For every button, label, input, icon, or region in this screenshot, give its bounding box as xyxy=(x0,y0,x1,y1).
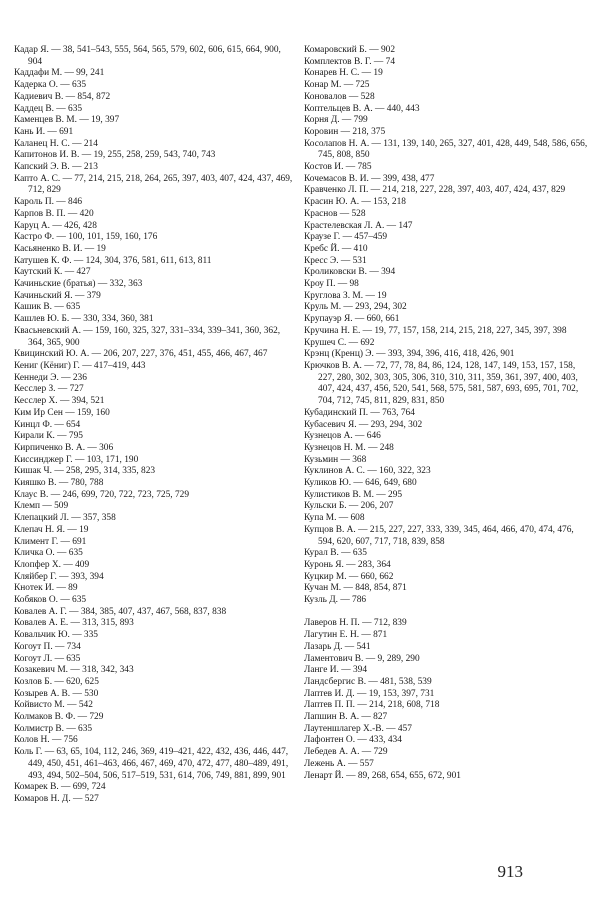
index-entry: Лаптев И. Д. — 19, 153, 397, 731 xyxy=(304,688,435,699)
index-entry: Качиньский Я. — 379 xyxy=(14,290,101,301)
index-entry: Кочемасов В. И. — 399, 438, 477 xyxy=(304,173,435,184)
index-entry: Койвисто М. — 542 xyxy=(14,700,93,711)
index-entry: Кубадинский П. — 763, 764 xyxy=(304,407,415,418)
index-entry: Комаров Н. Д. — 527 xyxy=(14,794,99,804)
index-entry: Клепацкий Л. — 357, 358 xyxy=(14,513,116,524)
index-entry: Краснов — 528 xyxy=(304,208,366,219)
index-entry: Кравченко Л. П. — 214, 218, 227, 228, 397, 403, 407, 424, 437, 829 xyxy=(304,185,566,196)
index-entry: Квицинский Ю. А. — 206, 207, 227, 376, 451, 455, 466, 467, 467 xyxy=(14,349,268,360)
index-entry: Каддафи М. — 99, 241 xyxy=(14,68,105,79)
index-entry: Косолапов Н. А. — 131, 139, 140, 265, 327, 401, 428, 449, 548, 586, 656, 745, 808, 850 xyxy=(304,138,588,161)
index-entry: Кишак Ч. — 258, 295, 314, 335, 823 xyxy=(14,466,156,477)
index-entry: Куронь Я. — 283, 364 xyxy=(304,559,391,570)
index-entry: Лазарь Д. — 541 xyxy=(304,641,371,652)
index-entry: Карпов В. П. — 420 xyxy=(14,208,94,219)
index-entry: Капто А. С. — 77, 214, 215, 218, 264, 265, 397, 403, 407, 424, 437, 469, 712, 829 xyxy=(14,173,293,196)
index-entry: Когоут Л. — 635 xyxy=(14,653,81,664)
index-entry: Кесслер Х. — 394, 521 xyxy=(14,396,105,407)
index-entry: Конарев Н. С. — 19 xyxy=(304,68,383,79)
index-entry: Кинцл Ф. — 654 xyxy=(14,419,81,430)
index-entry: Клопфер Х. — 409 xyxy=(14,559,90,570)
index-entry: Кулистиков В. М. — 295 xyxy=(304,489,403,500)
index-entry: Лафонтен О. — 433, 434 xyxy=(304,735,402,746)
index-entry: Крючков В. А. — 72, 77, 78, 84, 86, 124, 128, 147, 149, 153, 157, 158, 227, 280, 302, 303, 305, 306, 310, 310, 311, 359, 361, 397, 400, 403, 407, 424, 437, 456, 520, 541, 568, 575, 581, 587, 693, 695, 701, 702, 704, 712, 745, 811, 829, 831, 850 xyxy=(304,360,579,407)
index-entry: Ленарт Й. — 89, 268, 654, 655, 672, 901 xyxy=(304,770,461,781)
index-entry: Ланге И. — 394 xyxy=(304,665,368,676)
index-entry: Киссинджер Г. — 103, 171, 190 xyxy=(14,454,139,465)
index-entry: Капский Э. В. — 213 xyxy=(14,162,98,173)
index-entry: Кесслер З. — 727 xyxy=(14,384,84,395)
index-entry: Кароль П. — 846 xyxy=(14,197,83,208)
index-entry: Касьяненко В. И. — 19 xyxy=(14,243,106,254)
index-entry: Кадерка О. — 635 xyxy=(14,80,87,91)
index-entry: Круль М. — 293, 294, 302 xyxy=(304,302,407,313)
index-entry: Каменцев В. М. — 19, 397 xyxy=(14,115,120,126)
index-entry: Коль Г. — 63, 65, 104, 112, 246, 369, 419–421, 422, 432, 436, 446, 447, 449, 450, 451, 461–463, 466, 467, 469, 470, 472, 477, 480–489, 491, 493, 494, 502–504, 506, 517–519, 531, 614, 706, 749, 881, 899, 901 xyxy=(14,747,289,781)
index-entry: Кучан М. — 848, 854, 871 xyxy=(304,583,407,594)
index-entry: Кастро Ф. — 100, 101, 159, 160, 176 xyxy=(14,232,158,243)
index-entry: Крэнц (Кренц) Э. — 393, 394, 396, 416, 418, 426, 901 xyxy=(304,349,515,360)
index-entry: Куликов Ю. — 646, 649, 680 xyxy=(304,478,417,489)
index-entry: Крастелевская Л. А. — 147 xyxy=(304,220,413,231)
index-entry: Кресс Э. — 531 xyxy=(304,255,367,266)
index-entry: Лаутеншлагер Х.-В. — 457 xyxy=(304,723,412,734)
index-entry: Ламентович В. — 9, 289, 290 xyxy=(304,653,420,664)
index-entry: Купцов В. А. — 215, 227, 227, 333, 339, 345, 464, 466, 470, 474, 476, 594, 620, 607, 717, 718, 839, 858 xyxy=(304,524,574,547)
index-entry: Лагутин Е. Н. — 871 xyxy=(304,630,388,641)
index-entry: Лежень А. — 557 xyxy=(304,758,374,769)
index-entry: Коптельцев В. А. — 440, 443 xyxy=(304,103,420,114)
index-entry: Кузль Д. — 786 xyxy=(304,595,367,606)
index-entry: Кашик В. — 635 xyxy=(14,302,81,313)
index-entry: Конар М. — 725 xyxy=(304,80,370,91)
index-entry: Коновалов — 528 xyxy=(304,91,375,102)
index-entry: Коровин — 218, 375 xyxy=(304,126,386,137)
page-number: 913 xyxy=(497,862,523,881)
index-entry: Комаровский Б. — 902 xyxy=(304,45,396,55)
index-entry: Лаптев П. П. — 214, 218, 608, 718 xyxy=(304,700,440,711)
index-entry: Кань И. — 691 xyxy=(14,126,74,137)
index-entry: Козырев А. В. — 530 xyxy=(14,688,99,699)
index-entry: Кобяков О. — 635 xyxy=(14,595,87,606)
index-entry: Красин Ю. А. — 153, 218 xyxy=(304,197,406,208)
index-column-right xyxy=(304,45,588,782)
index-entry: Кличка О. — 635 xyxy=(14,548,83,559)
index-entry: Клепач Н. Я. — 19 xyxy=(14,524,89,535)
index-entry: Кузьмин — 368 xyxy=(304,454,367,465)
index-entry: Кашлев Ю. Б. — 330, 334, 360, 381 xyxy=(14,314,154,325)
index-entry: Ковалев А. Е. — 313, 315, 893 xyxy=(14,618,134,629)
index-entry: Лапшин В. А. — 827 xyxy=(304,712,388,723)
index-entry: Кирали К. — 795 xyxy=(14,431,83,442)
index-entry: Когоут П. — 734 xyxy=(14,641,81,652)
index-entry: Кнотек И. — 89 xyxy=(14,583,78,594)
index-entry: Кульски Б. — 206, 207 xyxy=(304,501,394,512)
index-entry: Комарек В. — 699, 724 xyxy=(14,782,106,793)
index-entry: Кребс Й. — 410 xyxy=(304,243,368,254)
index-entry: Крупауэр Я. — 660, 661 xyxy=(304,314,400,325)
index-entry: Клаус В. — 246, 699, 720, 722, 723, 725, 729 xyxy=(14,489,190,500)
index-entry: Кляйбер Г. — 393, 394 xyxy=(14,571,104,582)
index-entry: Каруц А. — 426, 428 xyxy=(14,220,97,231)
index-entry: Костов И. — 785 xyxy=(304,162,372,173)
index-entry: Кузнецов Н. М. — 248 xyxy=(304,442,394,453)
index-entry: Каутский К. — 427 xyxy=(14,267,91,278)
index-entry: Корня Д. — 799 xyxy=(304,115,368,126)
index-entry: Кроу П. — 98 xyxy=(304,279,359,290)
index-entry: Ковалев А. Г. — 384, 385, 407, 437, 467, 568, 837, 838 xyxy=(14,606,227,617)
index-entry: Лебедев А. А. — 729 xyxy=(304,747,388,758)
index-entry: Каддец В. — 635 xyxy=(14,103,83,114)
index-entry: Купа М. — 608 xyxy=(304,513,365,524)
index-entry: Колов Н. — 756 xyxy=(14,735,78,746)
index-entry: Кениг (Кёниг) Г. — 417–419, 443 xyxy=(14,360,146,371)
index-entry: Кадиевич В. — 854, 872 xyxy=(14,91,111,102)
index-entry: Ким Ир Сен — 159, 160 xyxy=(14,407,110,418)
letter-section-gap xyxy=(304,607,588,619)
index-entry: Курал В. — 635 xyxy=(304,548,367,559)
index-entry: Куцкир М. — 660, 662 xyxy=(304,571,394,582)
index-entry: Колмаков В. Ф. — 729 xyxy=(14,712,104,723)
index-entry: Краузе Г. — 457–459 xyxy=(304,232,388,243)
index-entry: Кубасевич Я. — 293, 294, 302 xyxy=(304,419,423,430)
index-entry: Комплектов В. Г. — 74 xyxy=(304,56,396,67)
index-entry: Кузнецов А. — 646 xyxy=(304,431,381,442)
index-entry: Колмистр В. — 635 xyxy=(14,723,93,734)
index-entry: Куклинов А. С. — 160, 322, 323 xyxy=(304,466,431,477)
index-entry: Козлов Б. — 620, 625 xyxy=(14,676,99,687)
index-entry: Качиньские (братья) — 332, 363 xyxy=(14,279,143,290)
index-column-left xyxy=(14,45,296,806)
index-entry: Ковальчик Ю. — 335 xyxy=(14,630,98,641)
index-entry: Кадар Я. — 38, 541–543, 555, 564, 565, 579, 602, 606, 615, 664, 900, 904 xyxy=(14,45,281,67)
index-entry: Круглова З. М. — 19 xyxy=(304,290,387,301)
index-entry: Ландсбергис В. — 481, 538, 539 xyxy=(304,676,432,687)
index-entry: Крушеч С. — 692 xyxy=(304,337,375,348)
index-entry: Кияшко В. — 780, 788 xyxy=(14,478,104,489)
index-entry: Капитонов И. В. — 19, 255, 258, 259, 543, 740, 743 xyxy=(14,150,216,161)
index-entry: Климент Г. — 691 xyxy=(14,536,87,547)
index-entry: Козакевич М. — 318, 342, 343 xyxy=(14,665,134,676)
index-entry: Кирпиченко В. А. — 306 xyxy=(14,442,114,453)
index-entry: Катушев К. Ф. — 124, 304, 376, 581, 611, 613, 811 xyxy=(14,255,212,266)
index-entry: Квасьневский А. — 159, 160, 325, 327, 331–334, 339–341, 360, 362, 364, 365, 900 xyxy=(14,325,281,348)
index-entry: Лаверов Н. П. — 712, 839 xyxy=(304,618,407,629)
index-entry: Клемп — 509 xyxy=(14,501,69,512)
index-entry: Каланец Н. С. — 214 xyxy=(14,138,98,149)
index-entry: Кручина Н. Е. — 19, 77, 157, 158, 214, 215, 218, 227, 345, 397, 398 xyxy=(304,325,567,336)
index-entry: Кеннеди Э. — 236 xyxy=(14,372,87,383)
index-entry: Кроликовски В. — 394 xyxy=(304,267,396,278)
